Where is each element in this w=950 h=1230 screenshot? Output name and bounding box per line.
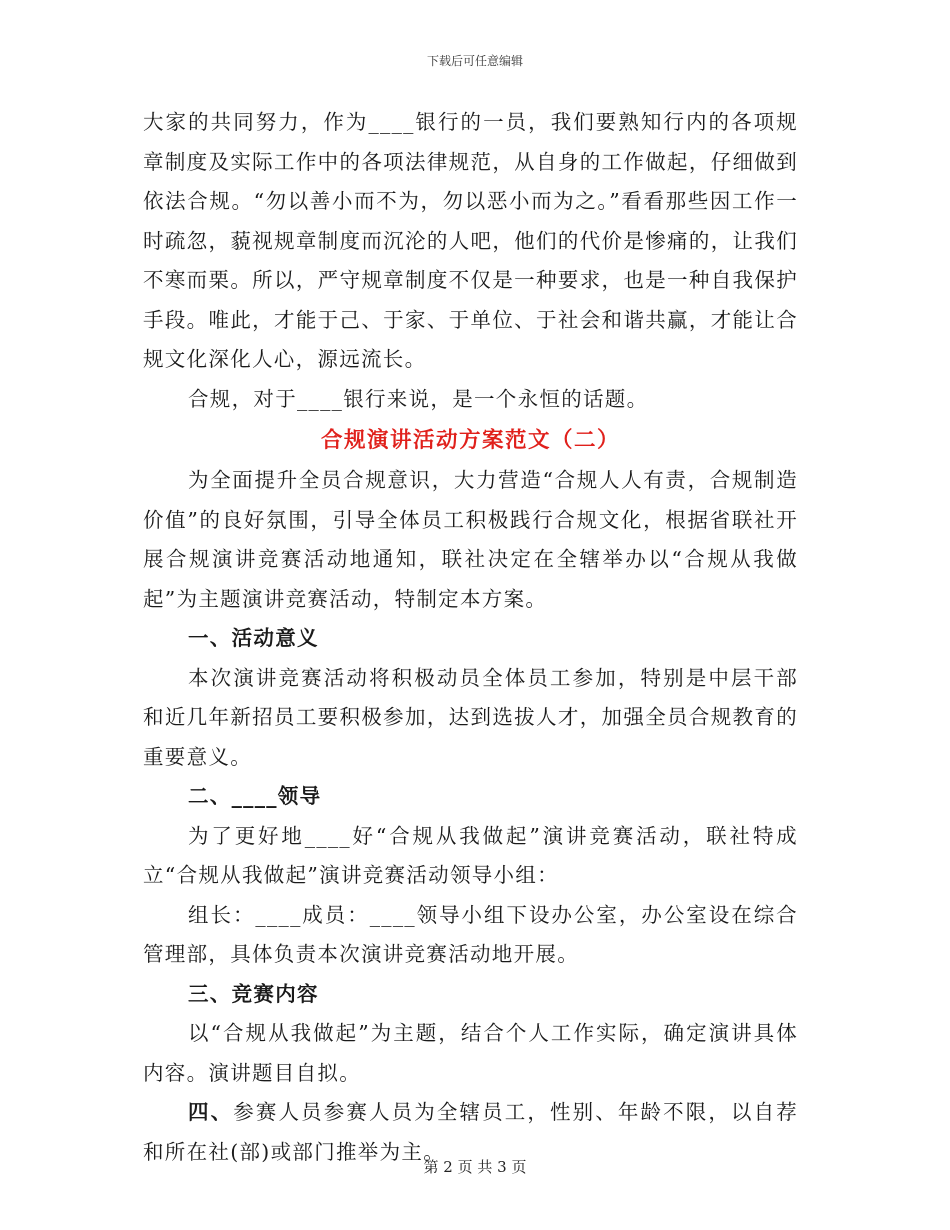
paragraph-intro: 为全面提升全员合规意识，大力营造“合规人人有责，合规制造价值”的良好氛围，引导全体员工积极践行合规文化，根据省联社开展合规演讲竞赛活动地通知，联社决定在全辖举办以“合规从我做起”为主题演讲竞赛活动，特制定本方案。 <box>143 468 798 611</box>
section-1-text: 本次演讲竞赛活动将积极动员全体员工参加，特别是中层干部和近几年新招员工要积极参加，达到选拔人才，加强全员合规教育的重要意义。 <box>143 665 798 769</box>
page-header-note: 下载后可任意编辑 <box>426 54 523 68</box>
section-heading-3: 三、竞赛内容 <box>188 981 319 1006</box>
paragraph-continuation: 大家的共同努力，作为____银行的一员，我们要熟知行内的各项规章制度及实际工作中的各项法律规范，从自身的工作做起，仔细做到依法合规。“勿以善小而不为，勿以恶小而为之。”看看那些因工作一时疏忽，藐视规章制度而沉沦的人吧，他们的代价是惨痛的，让我们不寒而栗。所以，严守规章制度不仅是一种要求，也是一种自我保护手段。唯此，才能于己、于家、于单位、于社会和谐共赢，才能让合规文化深化人心，源远流长。 <box>143 110 798 371</box>
paragraph-closing: 合规，对于____银行来说，是一个永恒的话题。 <box>188 386 649 411</box>
section-4-text: 参赛人员参赛人员为全辖员工，性别、年龄不限，以自荐和所在社(部)或部门推举为主。 <box>143 1100 798 1164</box>
section-heading-2: 二、____领导 <box>188 784 322 808</box>
page-number-footer: 第 2 页 共 3 页 <box>423 1158 527 1176</box>
section-heading-1: 一、活动意义 <box>188 626 319 650</box>
section-3-text: 以“合规从我做起”为主题，结合个人工作实际，确定演讲具体内容。演讲题目自拟。 <box>143 1021 798 1085</box>
document-title: 合规演讲活动方案范文（二） <box>320 428 620 453</box>
section-2-text-2: 组长：____成员：____领导小组下设办公室，办公室设在综合管理部，具体负责本次演讲竞赛活动地开展。 <box>143 902 798 966</box>
section-heading-4: 四、 <box>188 1100 234 1124</box>
section-2-text-1: 为了更好地____好“合规从我做起”演讲竞赛活动，联社特成立“合规从我做起”演讲竞赛活动领导小组： <box>143 823 798 887</box>
document-body <box>143 103 798 1172</box>
